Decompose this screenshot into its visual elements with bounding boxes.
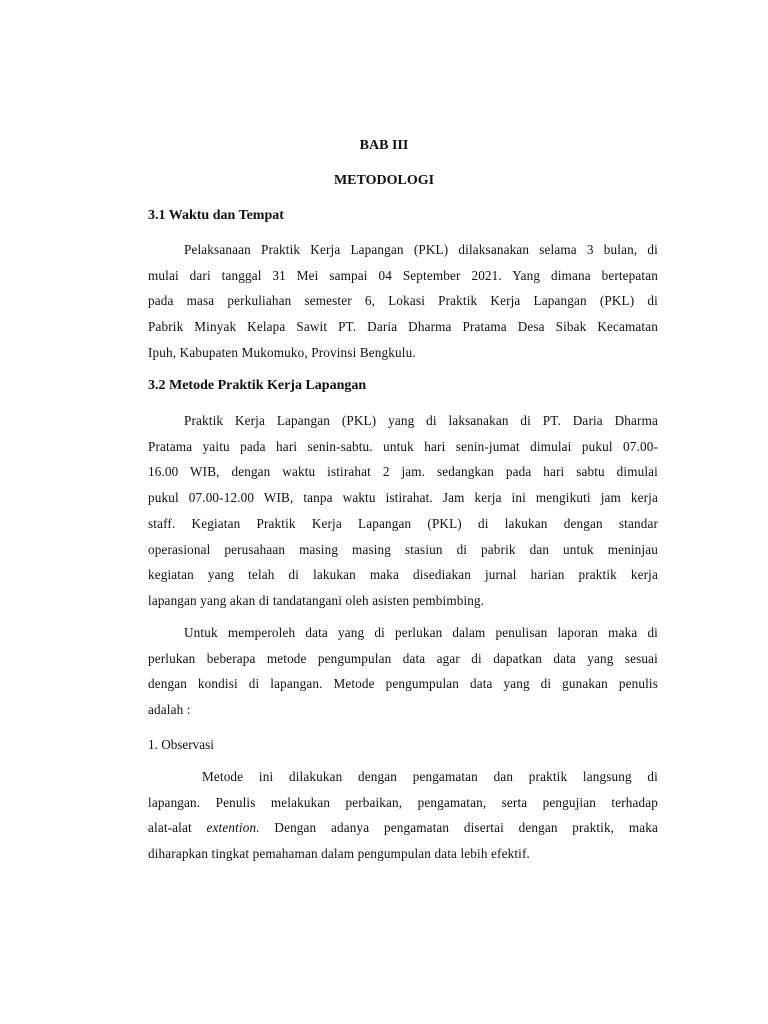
chapter-title: METODOLOGI: [333, 173, 435, 188]
text-line: dengan kondisi di lapangan. Metode pengumpulan data yang di gunakan penulis: [148, 676, 658, 692]
text-line: pada masa perkuliahan semester 6, Lokasi Praktik Kerja Lapangan (PKL) di: [148, 293, 658, 309]
text-line: staff. Kegiatan Praktik Kerja Lapangan (PKL) di lakukan dengan standar: [148, 515, 658, 531]
text-line: Pratama yaitu pada hari senin-sabtu. untuk hari senin-jumat dimulai pukul 07.00-: [148, 438, 658, 454]
section-heading-metode: 3.2 Metode Praktik Kerja Lapangan: [148, 378, 367, 393]
section-heading-waktu-tempat: 3.1 Waktu dan Tempat: [148, 208, 284, 223]
list-item-observasi: 1. Observasi: [148, 737, 214, 752]
text-line: Pabrik Minyak Kelapa Sawit PT. Daria Dharma Pratama Desa Sibak Kecamatan: [148, 319, 658, 335]
text-line: kegiatan yang telah di lakukan maka disediakan jurnal harian praktik kerja: [148, 567, 658, 583]
text-line: Pelaksanaan Praktik Kerja Lapangan (PKL) dilaksanakan selama 3 bulan, di: [184, 242, 658, 257]
paragraph-waktu-tempat: [148, 237, 658, 366]
paragraph-metode-pkl: [148, 408, 658, 614]
text-line: 16.00 WIB, dengan waktu istirahat 2 jam. sedangkan pada hari sabtu dimulai: [148, 464, 658, 480]
text-line: Untuk memperoleh data yang di perlukan dalam penulisan laporan maka di: [184, 625, 658, 640]
text-line: Metode ini dilakukan dengan pengamatan dan praktik langsung di: [202, 769, 658, 784]
text-line: Ipuh, Kabupaten Mukomuko, Provinsi Bengkulu.: [148, 344, 416, 360]
text-line: adalah :: [148, 702, 191, 718]
chapter-number: BAB III: [359, 138, 409, 153]
text-line: alat-alat extention. Dengan adanya pengamatan disertai dengan praktik, maka: [148, 820, 658, 836]
text-line: lapangan yang akan di tandatangani oleh asisten pembimbing.: [148, 592, 485, 608]
text-line: pukul 07.00-12.00 WIB, tanpa waktu istirahat. Jam kerja ini mengikuti jam kerja: [148, 490, 658, 506]
paragraph-observasi: [148, 764, 658, 867]
text-line: Praktik Kerja Lapangan (PKL) yang di laksanakan di PT. Daria Dharma: [184, 413, 658, 428]
text-line: perlukan beberapa metode pengumpulan data agar di dapatkan data yang sesuai: [148, 650, 658, 666]
paragraph-pengumpulan-data: [148, 620, 658, 723]
text-line: operasional perusahaan masing masing stasiun di pabrik dan untuk meninjau: [148, 541, 658, 557]
text-line: diharapkan tingkat pemahaman dalam pengumpulan data lebih efektif.: [148, 846, 530, 862]
text-line: lapangan. Penulis melakukan perbaikan, pengamatan, serta pengujian terhadap: [148, 794, 658, 810]
text-line: mulai dari tanggal 31 Mei sampai 04 September 2021. Yang dimana bertepatan: [148, 267, 658, 283]
